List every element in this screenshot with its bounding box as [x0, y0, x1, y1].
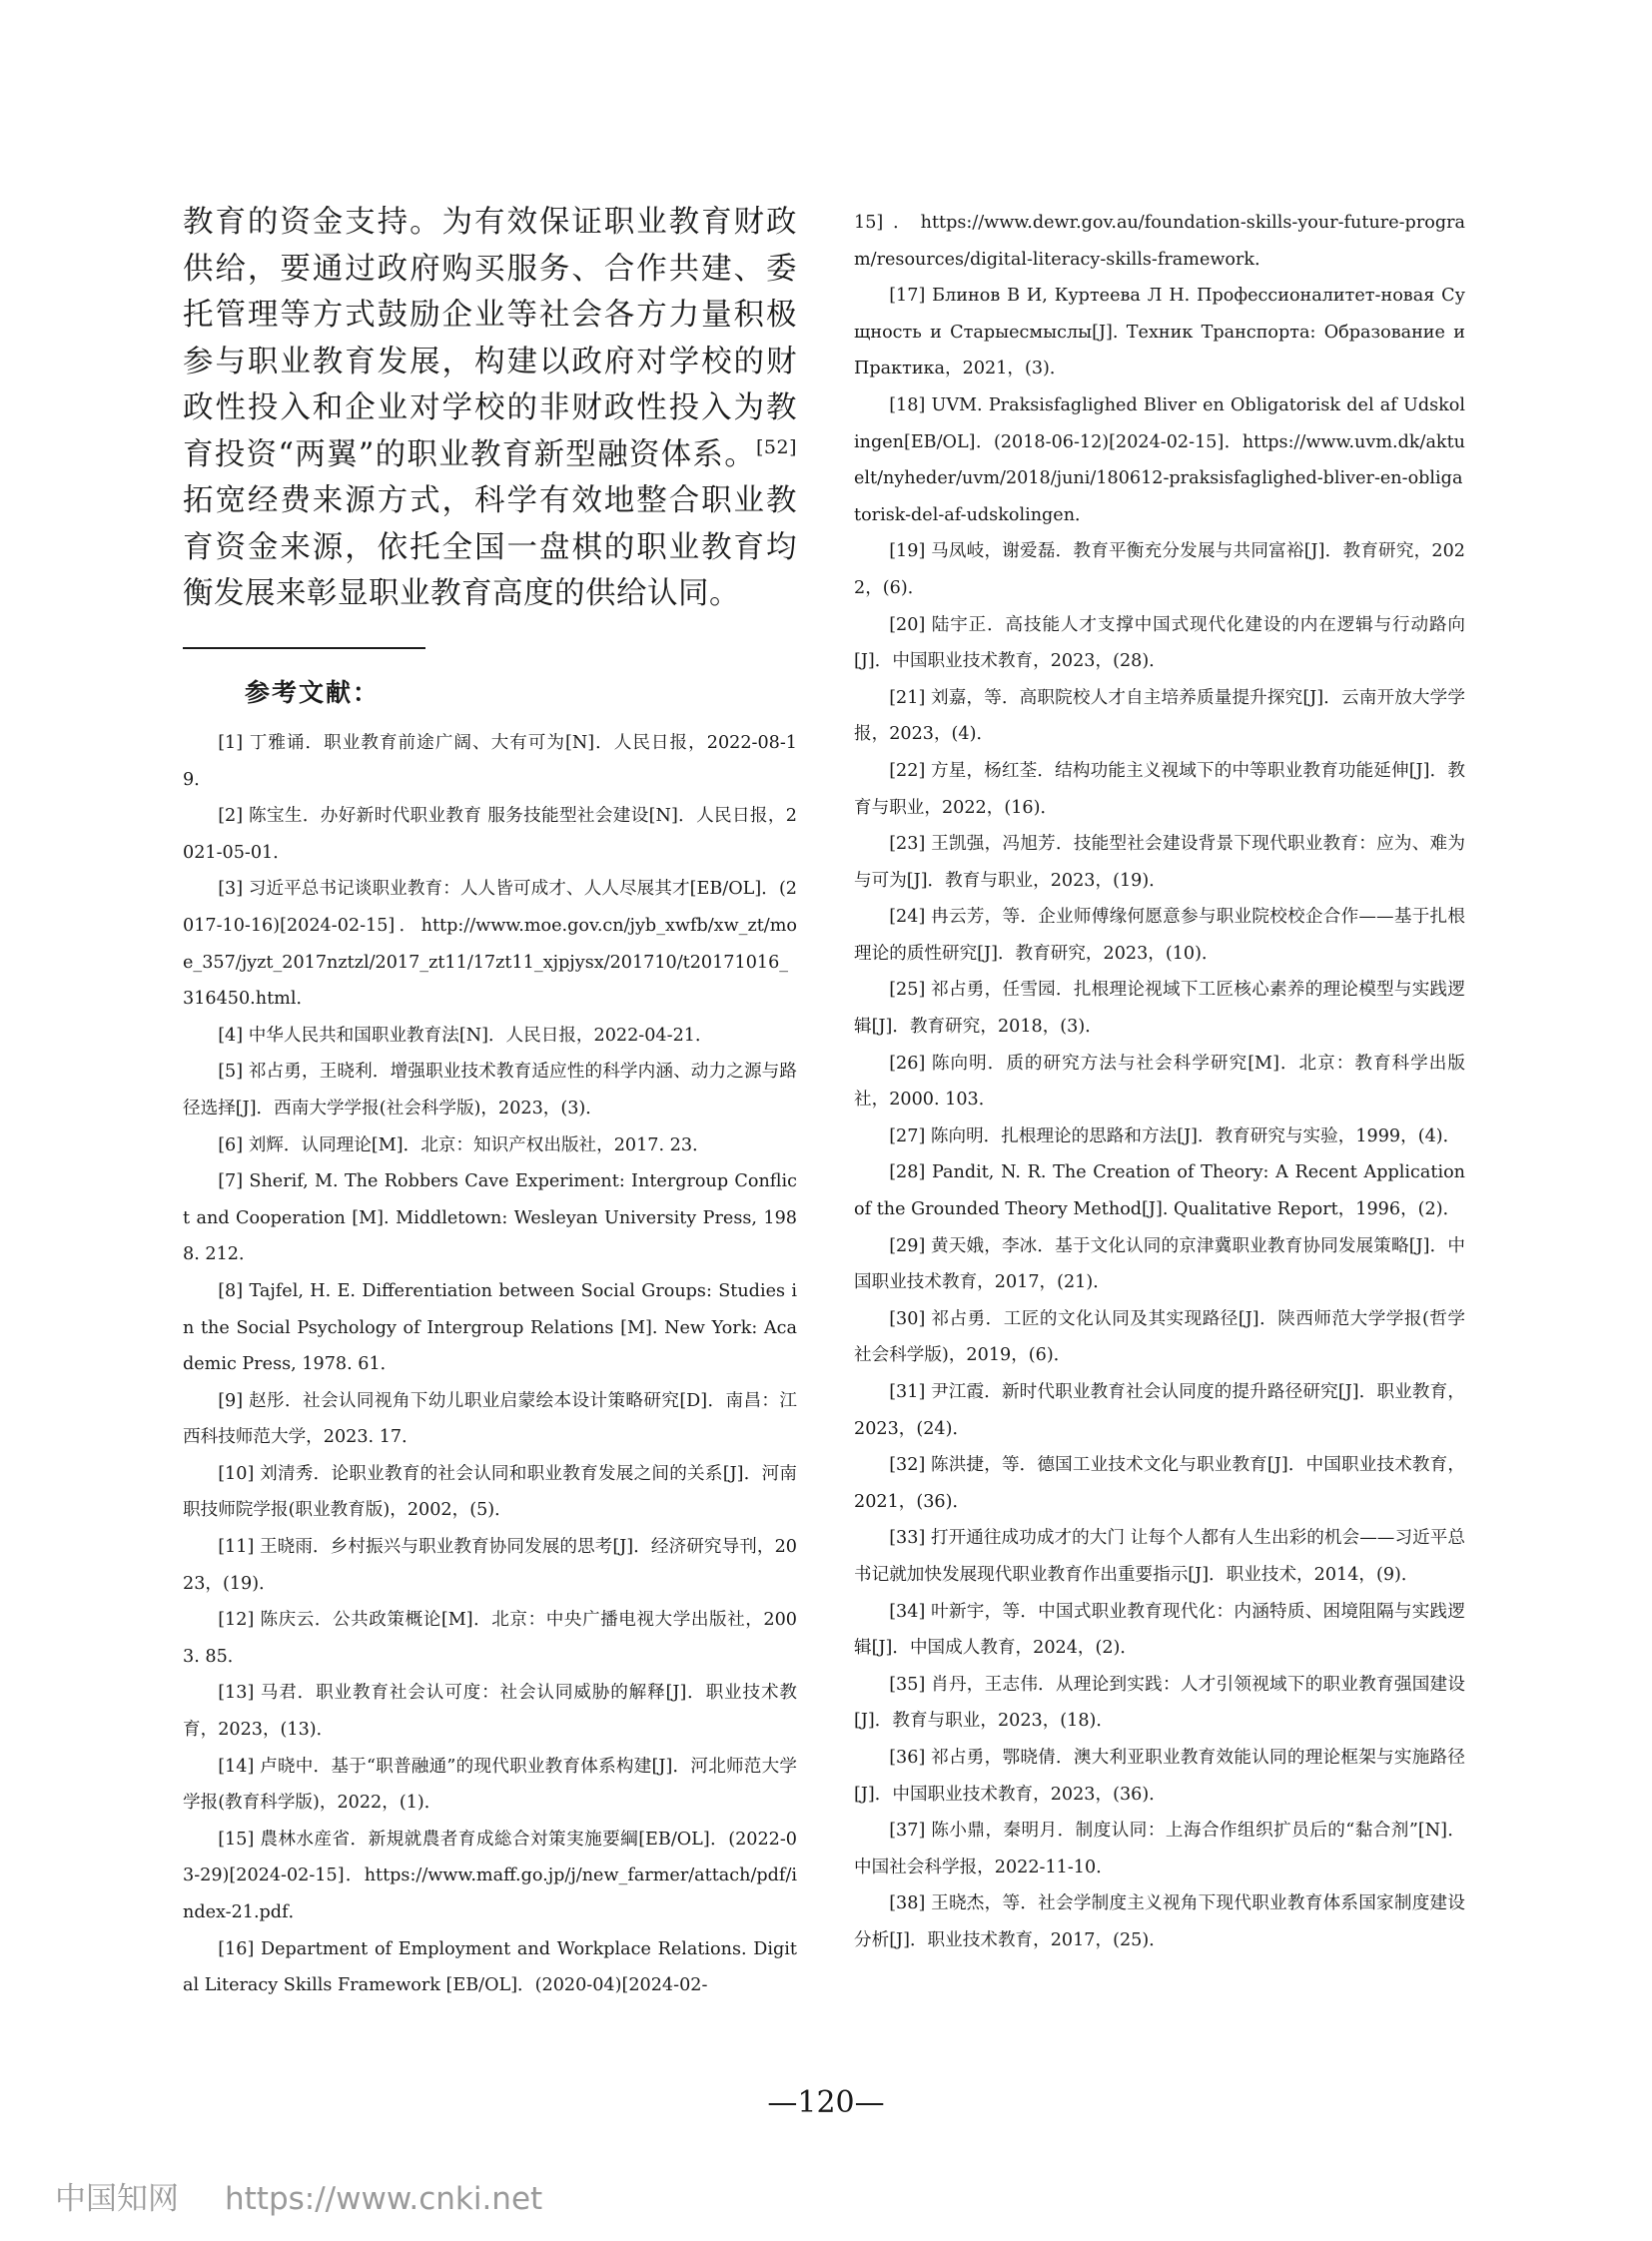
reference-item: [27] 陈向明．扎根理论的思路和方法[J]．教育研究与实验，1999，(4)．: [889, 1125, 1461, 1146]
reference-item: [20] 陆宇正．高技能人才支撑中国式现代化建设的内在逻辑与行动路向[J]．中国职业技术教育，2023，(28)．: [854, 614, 1465, 672]
watermark-url: https://www.cnki.net: [225, 2181, 543, 2217]
page-number: —120—: [767, 2085, 885, 2120]
reference-item: [26] 陈向明．质的研究方法与社会科学研究[M]．北京：教育科学出版社，2000. 103．: [854, 1053, 1465, 1111]
reference-item: [6] 刘辉．认同理论[M]．北京：知识产权出版社，2017. 23．: [218, 1134, 710, 1155]
reference-list-right: [854, 205, 1465, 1959]
body-paragraph: [183, 200, 797, 618]
reference-item: [23] 王凯强，冯旭芳．技能型社会建设背景下现代职业教育：应为、难为与可为[J]．教育与职业，2023，(19)．: [854, 834, 1465, 891]
reference-item: [14] 卢晓中．基于“职普融通”的现代职业教育体系构建[J]．河北师范大学学报(教育科学版)，2022，(1)．: [183, 1756, 797, 1814]
reference-item: [1] 丁雅诵．职业教育前途广阔、大有可为[N]．人民日报，2022-08-19．: [183, 733, 797, 790]
reference-list-left: [183, 725, 797, 2004]
section-divider: [183, 647, 425, 649]
reference-item: [30] 祁占勇．工匠的文化认同及其实现路径[J]．陕西师范大学学报(哲学社会科学版)，2019，(6)．: [854, 1308, 1465, 1366]
reference-item: [17] Блинов В И, Куртеева Л Н. Профессионалитет-новая Сущность и Старыесмыслы[J]. Техник Транспорта: Образование и Практика，2021，(3)．: [854, 286, 1465, 379]
reference-item: [28] Pandit, N. R. The Creation of Theory: A Recent Application of the Grounded Theory Method[J]. Qualitative Report，1996，(2)．: [854, 1162, 1465, 1220]
reference-item: [9] 赵彤．社会认同视角下幼儿职业启蒙绘本设计策略研究[D]．南昌：江西科技师范大学，2023. 17．: [183, 1390, 797, 1448]
reference-item: [37] 陈小鼎，秦明月．制度认同：上海合作组织扩员后的“黏合剂”[N]．中国社会科学报，2022-11-10．: [854, 1821, 1465, 1877]
reference-item: [8] Tajfel, H. E. Differentiation between Social Groups: Studies in the Social Psychology of Intergroup Relations [M]. New York: Academic Press, 1978. 61．: [183, 1280, 797, 1375]
reference-item: [10] 刘清秀．论职业教育的社会认同和职业教育发展之间的关系[J]．河南职技师院学报(职业教育版)，2002，(5)．: [183, 1463, 797, 1521]
reference-item: [29] 黄天娥，李冰．基于文化认同的京津冀职业教育协同发展策略[J]．中国职业技术教育，2017，(21)．: [854, 1235, 1465, 1293]
cnki-watermark: [55, 2179, 542, 2219]
watermark-brand: 中国知网: [55, 2181, 179, 2217]
reference-item: [24] 冉云芳，等．企业师傅缘何愿意参与职业院校校企合作——基于扎根理论的质性研究[J]．教育研究，2023，(10)．: [854, 907, 1465, 964]
body-text: 教育的资金支持。为有效保证职业教育财政供给，要通过政府购买服务、合作共建、委托管理等方式鼓励企业等社会各方力量积极参与职业教育发展，构建以政府对学校的财政性投入和企业对学校的非财政性投入为教育投资“两翼”的职业教育新型融资体系。: [183, 205, 797, 472]
reference-item: [12] 陈庆云．公共政策概论[M]．北京：中央广播电视大学出版社，2003. 85．: [183, 1610, 797, 1667]
reference-item: [7] Sherif, M. The Robbers Cave Experiment: Intergroup Conflict and Cooperation [M]. Middletown: Wesleyan University Press, 1988. 212．: [183, 1171, 797, 1265]
citation-marker: [52]: [755, 435, 797, 458]
reference-item: [5] 祁占勇，王晓利．增强职业技术教育适应性的科学内涵、动力之源与路径选择[J]．西南大学学报(社会科学版)，2023，(3)．: [183, 1062, 797, 1119]
body-text-end: 拓宽经费来源方式，科学有效地整合职业教育资金来源，依托全国一盘棋的职业教育均衡发展来彰显职业教育高度的供给认同。: [183, 483, 797, 611]
reference-item: [3] 习近平总书记谈职业教育：人人皆可成才、人人尽展其才[EB/OL]．(2017-10-16)[2024-02-15]．http://www.moe.gov.cn/jyb_xwfb/xw_zt/moe_357/jyzt_2017nztzl/2017_zt11/17zt11_xjpjysx/201710/t20171016_316450.html．: [183, 879, 797, 1010]
reference-item: [21] 刘嘉，等．高职院校人才自主培养质量提升探究[J]．云南开放大学学报，2023，(4)．: [854, 687, 1465, 745]
reference-item: [13] 马君．职业教育社会认可度：社会认同威胁的解释[J]．职业技术教育，2023，(13)．: [183, 1683, 797, 1741]
reference-item: [15] 農林水産省．新規就農者育成総合対策実施要綱[EB/OL]．(2022-03-29)[2024-02-15]．https://www.maff.go.jp/j/new_farmer/attach/pdf/index-21.pdf．: [183, 1829, 797, 1922]
references-title: 参考文献：: [245, 678, 381, 707]
reference-item: [22] 方星，杨红荃．结构功能主义视域下的中等职业教育功能延伸[J]．教育与职业，2022，(16)．: [854, 760, 1465, 818]
reference-item: [11] 王晓雨．乡村振兴与职业教育协同发展的思考[J]．经济研究导刊，2023，(19)．: [183, 1537, 797, 1594]
reference-continuation: 15]．https://www.dewr.gov.au/foundation-skills-your-future-program/resources/digital-literacy-skills-framework．: [854, 213, 1465, 270]
reference-item: [4] 中华人民共和国职业教育法[N]．人民日报，2022-04-21．: [218, 1025, 713, 1046]
reference-item: [19] 马凤岐，谢爱磊．教育平衡充分发展与共同富裕[J]．教育研究，2022，(6)．: [854, 541, 1465, 598]
reference-item: [18] UVM. Praksisfaglighed Bliver en Obligatorisk del af Udskolingen[EB/OL]．(2018-06-12)[2024-02-15]．https://www.uvm.dk/aktuelt/nyheder/uvm/2018/juni/180612-praksisfaglighed-bliver-en-obligatorisk-del-af-udskolingen．: [854, 394, 1465, 525]
reference-item: [35] 肖丹，王志伟．从理论到实践：人才引领视域下的职业教育强国建设[J]．教育与职业，2023，(18)．: [854, 1674, 1465, 1732]
reference-item: [38] 王晓杰，等．社会学制度主义视角下现代职业教育体系国家制度建设分析[J]．职业技术教育，2017，(25)．: [854, 1893, 1465, 1950]
reference-item: [31] 尹江霞．新时代职业教育社会认同度的提升路径研究[J]．职业教育，2023，(24)．: [854, 1382, 1465, 1439]
reference-item: [34] 叶新宇，等．中国式职业教育现代化：内涵特质、困境阻隔与实践逻辑[J]．中国成人教育，2024，(2)．: [854, 1601, 1465, 1659]
reference-item: [33] 打开通往成功成才的大门 让每个人都有人生出彩的机会——习近平总书记就加快发展现代职业教育作出重要指示[J]．职业技术，2014，(9)．: [854, 1528, 1465, 1585]
reference-item: [16] Department of Employment and Workplace Relations. Digital Literacy Skills Framework [EB/OL]．(2020-04)[2024-02-: [183, 1938, 797, 1996]
reference-item: [2] 陈宝生．办好新时代职业教育 服务技能型社会建设[N]．人民日报，2021-05-01．: [183, 806, 797, 863]
reference-item: [36] 祁占勇，鄂晓倩．澳大利亚职业教育效能认同的理论框架与实施路径[J]．中国职业技术教育，2023，(36)．: [854, 1747, 1465, 1805]
reference-item: [25] 祁占勇，任雪园．扎根理论视域下工匠核心素养的理论模型与实践逻辑[J]．教育研究，2018，(3)．: [854, 980, 1465, 1038]
reference-item: [32] 陈洪捷，等．德国工业技术文化与职业教育[J]．中国职业技术教育，2021，(36)．: [854, 1455, 1465, 1512]
